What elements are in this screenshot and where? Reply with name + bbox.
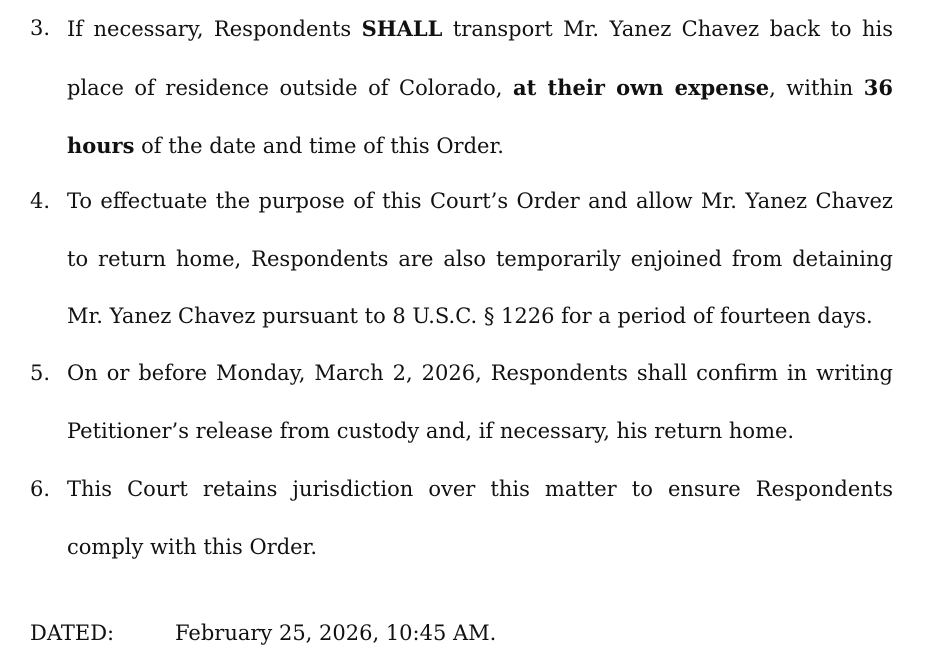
item-text [67,461,893,576]
item-text [67,0,893,176]
text-segment: transport Mr. Yanez Chavez back to his place of residence outside of Colorado, [67,17,893,100]
item-number: 3. [30,16,51,40]
item-number: 6. [30,477,51,501]
bold-segment: at their own expense [513,74,770,100]
item-number: 4. [30,189,51,213]
text-segment: On or before Monday, March 2, 2026, Respondents shall confirm in writing Petitioner’s release from custody and, if necessary, his return home. [67,361,893,443]
bold-segment: SHALL [361,16,443,41]
text-segment: of the date and time of this Order. [134,134,504,158]
text-segment: This Court retains jurisdiction over this matter to ensure Respondents comply with this Order. [67,477,893,559]
item-text [67,345,893,460]
text-segment: If necessary, Respondents [67,17,362,41]
bold-segment: 36 hours [67,74,894,158]
text-segment: To effectuate the purpose of this Court’s Order and allow Mr. Yanez Chavez to return home, Respondents are also temporarily enjoined from detaining Mr. Yanez Chavez pursuant to 8 U.S.C. § 1226 for a period of fourteen days. [67,189,893,328]
item-number: 5. [30,361,51,385]
item-text [67,173,893,346]
dated-value: February 25, 2026, 10:45 AM. [175,621,497,645]
dated-label: DATED: [30,621,115,645]
text-segment: , within [769,75,864,100]
